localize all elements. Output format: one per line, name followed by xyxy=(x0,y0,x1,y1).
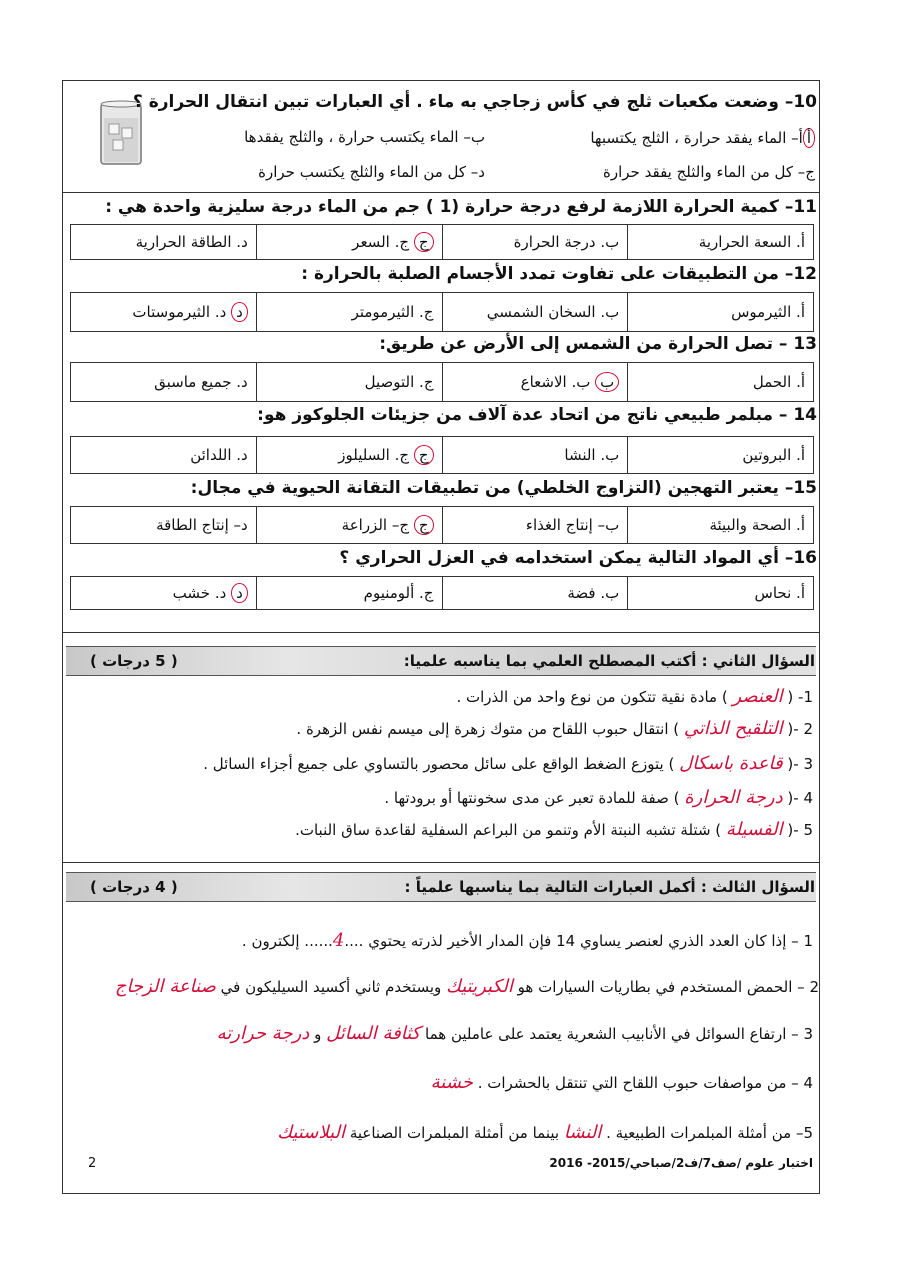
divider xyxy=(62,632,820,633)
item-text: ) انتقال حبوب اللقاح من متوك زهرة إلى ميسم نفس الزهرة . xyxy=(296,720,680,738)
question-13-options xyxy=(70,362,814,402)
item-number: 1- ( xyxy=(787,688,813,706)
page-number: 2 xyxy=(88,1156,97,1171)
question-13-title: 13 – تصل الحرارة من الشمس إلى الأرض عن طريق: xyxy=(379,334,817,354)
question-15-options xyxy=(70,506,814,544)
question-12-title: 12– من التطبيقات على تفاوت تمدد الأجسام الصلبة بالحرارة : xyxy=(301,264,817,284)
question-13-option-c: ج. التوصيل xyxy=(256,363,442,401)
question-12-option-d-text: د. الثيرموستات xyxy=(132,303,227,321)
handwritten-answer: الكبريتيك xyxy=(446,976,513,997)
item-number: 1 – xyxy=(791,932,813,950)
footer-text: اختبار علوم /صف7/ف2/صباحي/2015- 2016 xyxy=(549,1156,813,1170)
question-13-option-a: أ. الحمل xyxy=(627,363,813,401)
handwritten-answer: الفسيلة xyxy=(725,819,783,840)
item-text: ) شتلة تشبه النبتة الأم وتنمو من البراعم السفلية لقاعدة ساق النبات. xyxy=(295,821,722,839)
question-15-title: 15– يعتبر التهجين (التزاوج الخلطي) من تطبيقات التقانة الحيوية في مجال: xyxy=(190,478,817,498)
section-3-item-5 xyxy=(277,1122,813,1143)
handwritten-answer: التلقيح الذاتي xyxy=(683,718,783,739)
handwritten-answer: البلاستيك xyxy=(277,1122,346,1143)
question-11-option-a: أ. السعة الحرارية xyxy=(627,225,813,259)
answer-circle: د xyxy=(231,302,248,322)
question-15-option-d: د– إنتاج الطاقة xyxy=(156,516,248,534)
handwritten-answer: العنصر xyxy=(732,686,783,707)
question-16-option-c: ج. ألومنيوم xyxy=(256,577,442,609)
section-2-item-5 xyxy=(295,819,813,840)
section-2-item-1 xyxy=(456,686,813,707)
question-16-title: 16– أي المواد التالية يمكن استخدامه في العزل الحراري ؟ xyxy=(339,548,817,568)
question-13-option-d: د. جميع ماسبق xyxy=(154,373,248,391)
question-14-option-c-text: ج. السليلوز xyxy=(338,446,410,464)
item-number: 5 -( xyxy=(787,821,813,839)
section-3-item-4 xyxy=(431,1072,813,1093)
handwritten-answer: كثافة السائل xyxy=(326,1023,421,1044)
item-text: من مواصفات حبوب اللقاح التي تنتقل بالحشرات . xyxy=(477,1074,787,1092)
item-text: ) مادة نقية تتكون من نوع واحد من الذرات . xyxy=(456,688,728,706)
question-14-options xyxy=(70,436,814,474)
question-10-option-a xyxy=(590,128,815,148)
question-15-option-c-text: ج– الزراعة xyxy=(341,516,410,534)
question-11-title: 11– كمية الحرارة اللازمة لرفع درجة حرارة (1 ) جم من الماء درجة سليزية واحدة هي : xyxy=(105,197,817,217)
answer-circle: ب xyxy=(595,372,619,392)
item-number: 4 -( xyxy=(787,789,813,807)
answer-circle: ج xyxy=(414,515,434,535)
handwritten-answer: درجة الحرارة xyxy=(684,787,783,808)
question-11-option-b: ب. درجة الحرارة xyxy=(442,225,628,259)
divider xyxy=(62,192,820,193)
item-text: بينما من أمثلة المبلمرات الصناعية xyxy=(349,1124,560,1142)
question-10-option-c: ج– كل من الماء والثلج يفقد حرارة xyxy=(603,163,815,181)
question-11-option-c-text: ج. السعر xyxy=(352,233,410,251)
item-number: 2 – xyxy=(797,978,819,996)
question-14-option-b: ب. النشا xyxy=(442,437,628,473)
item-text: و xyxy=(314,1025,322,1043)
section-3-item-1 xyxy=(242,930,813,951)
question-11-option-c xyxy=(256,225,442,259)
question-13-option-b-text: ب. الاشعاع xyxy=(520,373,591,391)
section-2-title: السؤال الثاني : أكتب المصطلح العلمي بما يناسبه علميا: xyxy=(403,652,815,670)
question-14-title: 14 – مبلمر طبيعي ناتج من اتحاد عدة آلاف من جزيئات الجلوكوز هو: xyxy=(257,405,817,425)
question-16-option-a: أ. نحاس xyxy=(627,577,813,609)
section-3-item-2 xyxy=(115,976,819,997)
item-text: ويستخدم ثاني أكسيد السيليكون في xyxy=(220,978,442,996)
question-10-option-d: د– كل من الماء والثلج يكتسب حرارة xyxy=(258,163,485,181)
question-15-option-c xyxy=(256,507,442,543)
section-3-grade: ( 4 درجات ) xyxy=(90,878,178,896)
handwritten-answer: قاعدة باسكال xyxy=(679,753,783,774)
handwritten-answer: صناعة الزجاج xyxy=(114,976,216,997)
item-text: ) يتوزع الضغط الواقع على سائل محصور بالتساوي على جميع أجزاء السائل . xyxy=(203,755,675,773)
question-16-options xyxy=(70,576,814,610)
item-number: 5– xyxy=(795,1124,813,1142)
question-14-option-d: د. اللدائن xyxy=(190,446,248,464)
item-text: ...... إلكترون . xyxy=(241,932,333,950)
question-15-option-a: أ. الصحة والبيئة xyxy=(627,507,813,543)
section-3-item-3 xyxy=(217,1023,813,1044)
question-11-option-d: د. الطاقة الحرارية xyxy=(135,233,248,251)
item-number: 3 -( xyxy=(787,755,813,773)
question-12-option-a: أ. الثيرموس xyxy=(627,293,813,331)
question-12-options xyxy=(70,292,814,332)
item-number: 4 – xyxy=(791,1074,813,1092)
question-16-option-d xyxy=(71,577,256,609)
answer-circle: د xyxy=(231,583,248,603)
answer-circle: ج xyxy=(414,445,434,465)
question-12-option-c: ج. الثيرمومتر xyxy=(256,293,442,331)
divider xyxy=(62,862,820,863)
section-2-grade: ( 5 درجات ) xyxy=(90,652,178,670)
question-12-option-d xyxy=(71,293,256,331)
question-14-option-c xyxy=(256,437,442,473)
item-text: من أمثلة المبلمرات الطبيعية . xyxy=(606,1124,792,1142)
handwritten-answer: النشا xyxy=(563,1122,602,1143)
item-text: ) صفة للمادة تعبر عن مدى سخونتها أو برودتها . xyxy=(384,789,680,807)
question-12-option-b: ب. السخان الشمسي xyxy=(442,293,628,331)
item-text: الحمض المستخدم في بطاريات السيارات هو xyxy=(517,978,793,996)
question-13-option-b xyxy=(442,363,628,401)
handwritten-answer: درجة حرارته xyxy=(216,1023,310,1044)
section-2-item-3 xyxy=(203,753,813,774)
question-16-option-b: ب. فضة xyxy=(442,577,628,609)
question-15-option-b: ب– إنتاج الغذاء xyxy=(442,507,628,543)
section-3-title: السؤال الثالث : أكمل العبارات التالية بما يناسبها علمياً : xyxy=(404,878,815,896)
item-number: 3 – xyxy=(791,1025,813,1043)
handwritten-answer: خشنة xyxy=(430,1072,473,1093)
question-11-options xyxy=(70,224,814,260)
item-text: إذا كان العدد الذري لعنصر يساوي 14 فإن المدار الأخير لذرته يحتوي .... xyxy=(344,932,787,950)
answer-circle: أ xyxy=(803,128,815,148)
handwritten-answer: 4 xyxy=(332,930,345,951)
item-number: 2 -( xyxy=(787,720,813,738)
item-text: ارتفاع السوائل في الأنابيب الشعرية يعتمد على عاملين هما xyxy=(425,1025,787,1043)
answer-circle: ج xyxy=(414,232,434,252)
question-14-option-a: أ. البروتين xyxy=(627,437,813,473)
question-10-option-b: ب– الماء يكتسب حرارة ، والثلج يفقدها xyxy=(244,128,485,146)
question-16-option-d-text: د. خشب xyxy=(172,584,227,602)
section-2-item-2 xyxy=(296,718,813,739)
question-10-option-a-text: أ– الماء يفقد حرارة ، الثلج يكتسبها xyxy=(590,129,803,147)
section-2-item-4 xyxy=(384,787,813,808)
question-10-title: 10– وضعت مكعبات ثلج في كأس زجاجي به ماء . أي العبارات تبين انتقال الحرارة ؟ xyxy=(132,92,817,112)
